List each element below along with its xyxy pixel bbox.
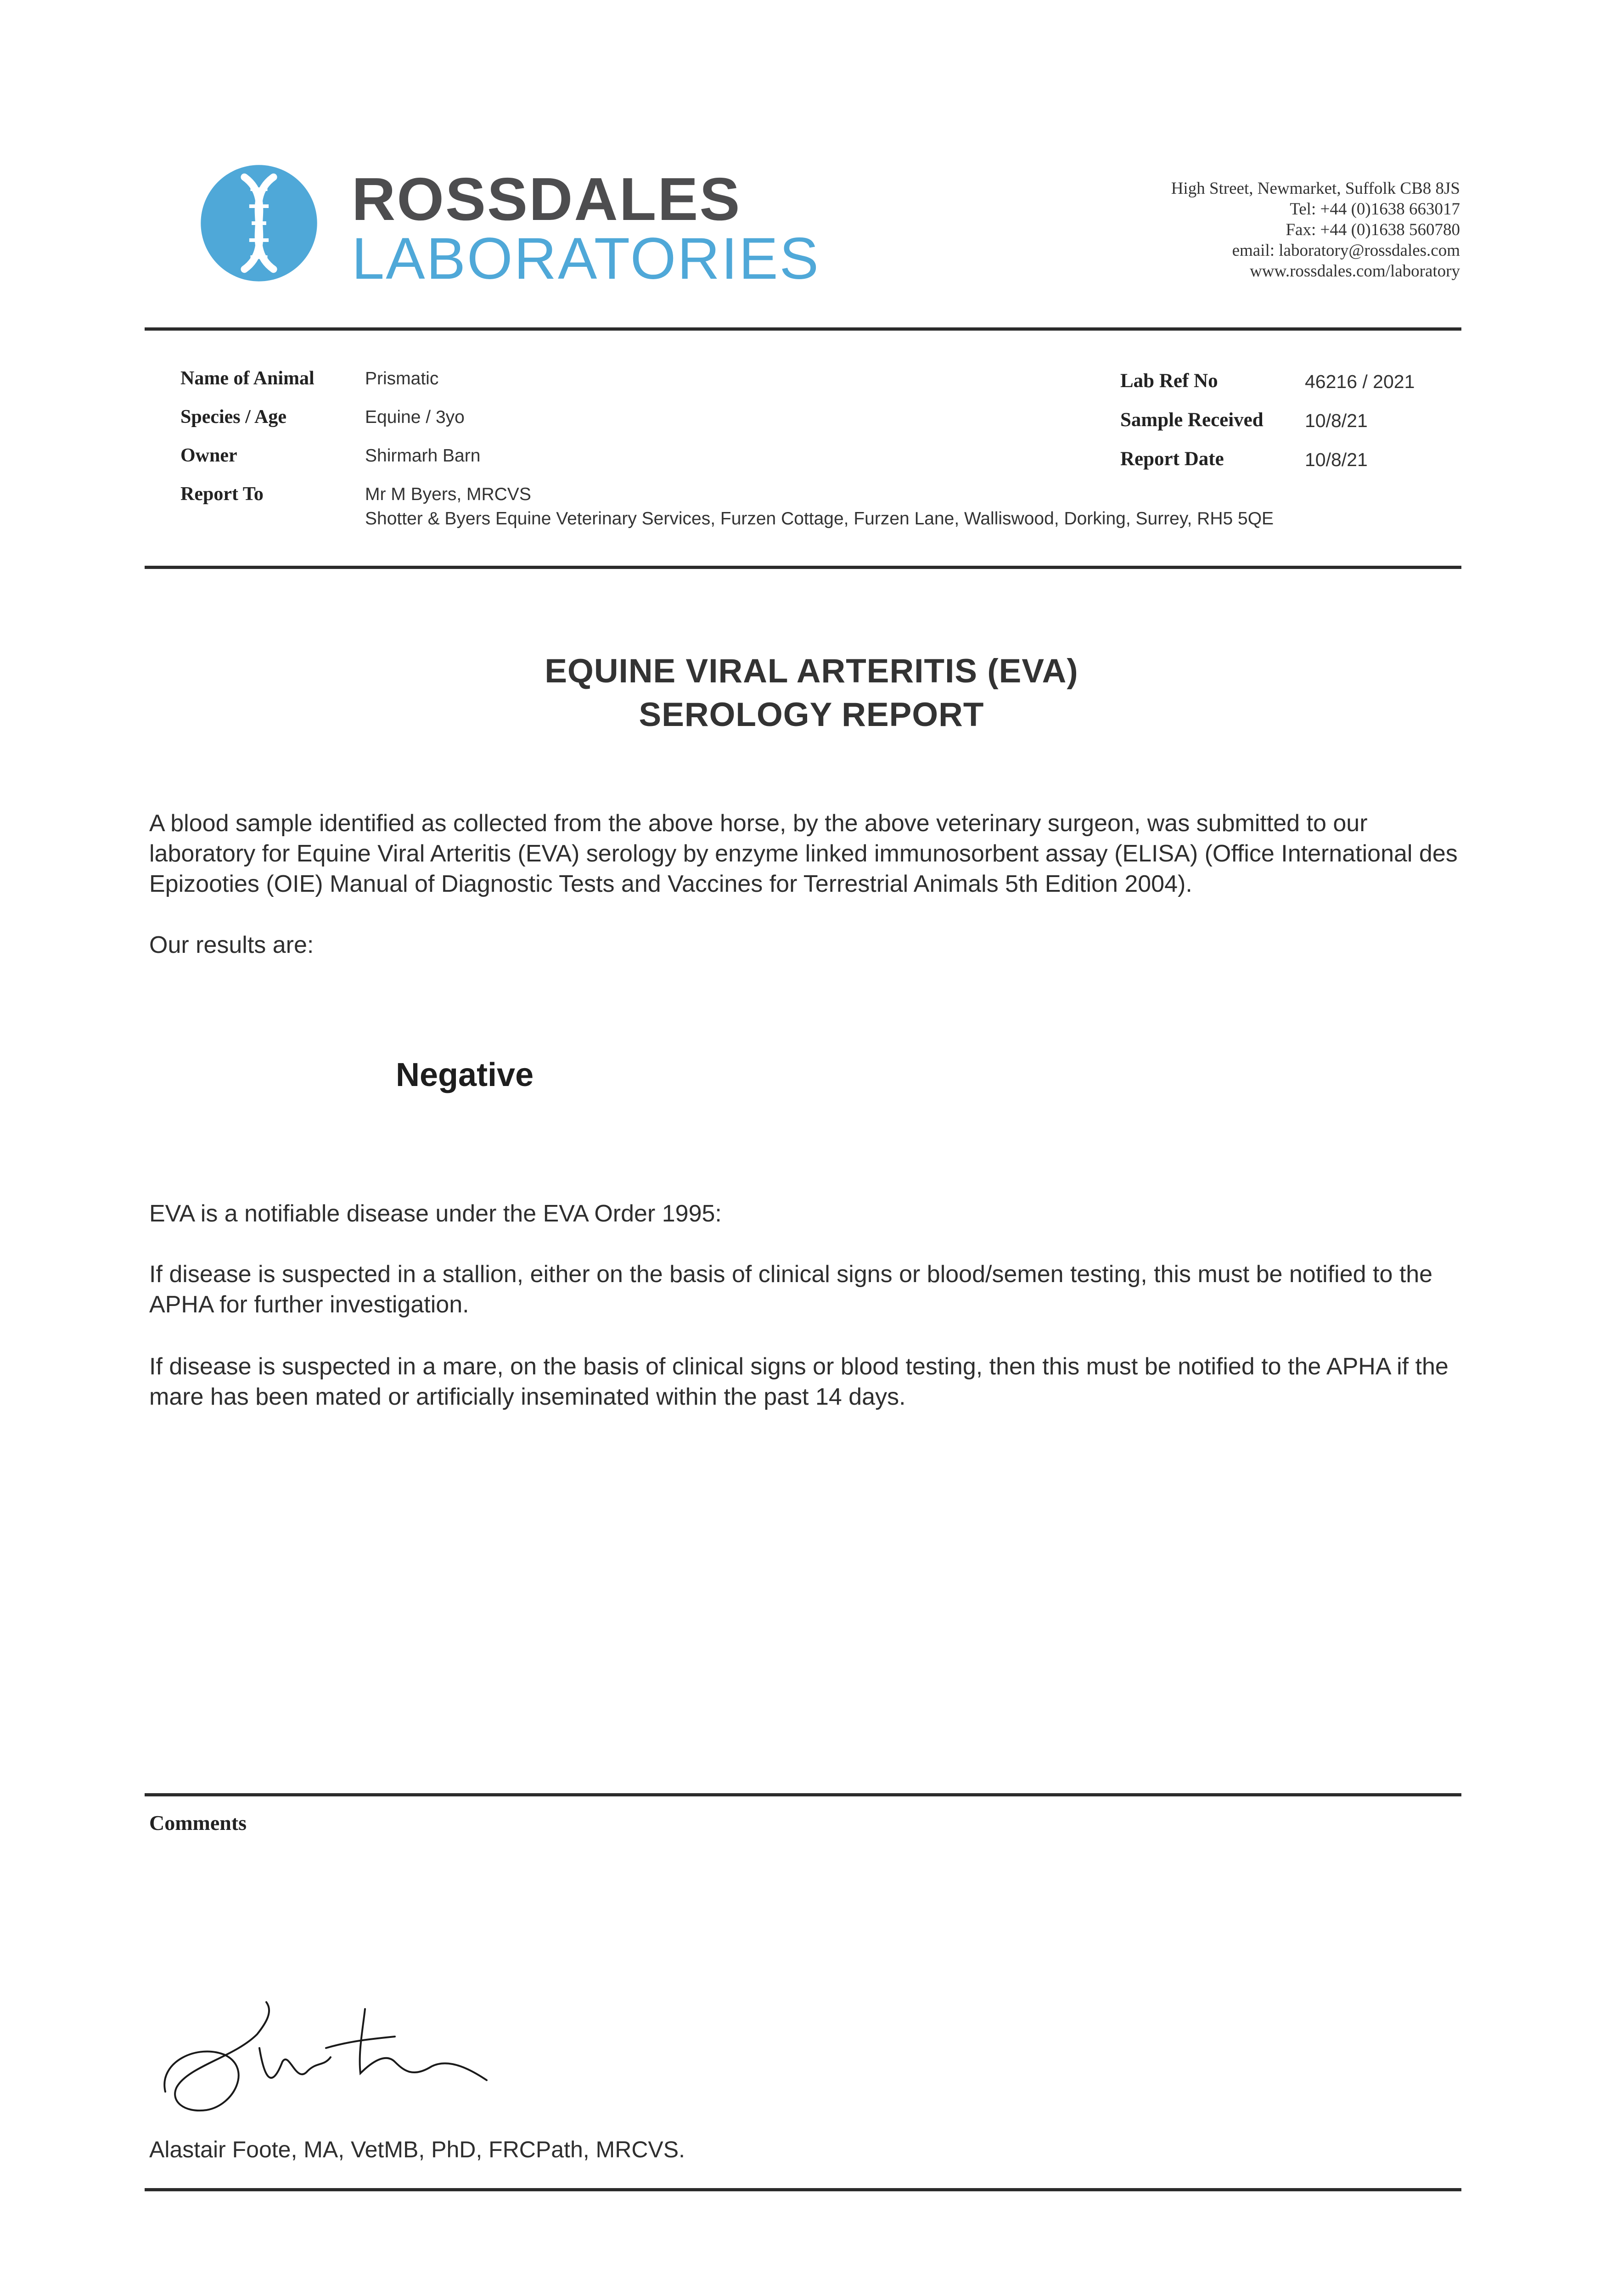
report-title: EQUINE VIRAL ARTERITIS (EVA) (545, 653, 1078, 690)
notifiable-statement: EVA is a notifiable disease under the EVA Order 1995: (149, 1200, 722, 1227)
address-web: www.rossdales.com/laboratory (1250, 262, 1460, 281)
report-to-name: Mr M Byers, MRCVS (365, 484, 531, 504)
divider (145, 566, 1461, 569)
animal-name-value: Prismatic (365, 369, 439, 388)
lab-ref-label: Lab Ref No (1120, 370, 1218, 392)
divider (145, 1793, 1461, 1796)
report-to-label: Report To (180, 484, 264, 505)
signature (156, 1993, 496, 2117)
lab-address (1171, 178, 1460, 281)
address-fax: Fax: +44 (0)1638 560780 (1286, 220, 1460, 239)
lab-ref-value: 46216 / 2021 (1305, 371, 1415, 392)
animal-name-label: Name of Animal (180, 368, 314, 389)
report-date-label: Report Date (1120, 448, 1224, 470)
species-age-value: Equine / 3yo (365, 407, 465, 427)
results-lead: Our results are: (149, 932, 314, 958)
dna-helix-icon (198, 163, 320, 284)
stallion-note: If disease is suspected in a stallion, either on the basis of clinical signs or blood/semen testing, this must be notified to the APHA for further investigation. (149, 1261, 1433, 1318)
address-street: High Street, Newmarket, Suffolk CB8 8JS (1171, 179, 1460, 198)
signatory-name: Alastair Foote, MA, VetMB, PhD, FRCPath, MRCVS. (149, 2137, 685, 2162)
intro-paragraph: A blood sample identified as collected from the above horse, by the above veterinary surgeon, was submitted to our laboratory for Equine Viral Arteritis (EVA) serology by enzyme linked immunosorbent assay (ELISA) (Office International des Epizooties (OIE) Manual of Diagnostic Tests and Vaccines for Terrestrial Animals 5th Edition 2004). (149, 810, 1458, 897)
brand-subname: LABORATORIES (352, 226, 820, 292)
comments-label: Comments (149, 1811, 247, 1835)
report-subtitle: SEROLOGY REPORT (639, 696, 984, 733)
divider (145, 327, 1461, 331)
sample-received-label: Sample Received (1120, 409, 1264, 431)
species-age-label: Species / Age (180, 406, 286, 428)
address-email: email: laboratory@rossdales.com (1232, 241, 1460, 260)
owner-label: Owner (180, 445, 237, 466)
mare-note: If disease is suspected in a mare, on the basis of clinical signs or blood testing, then this must be notified to the APHA if the mare has been mated or artificially inseminated within the past 14 days. (149, 1353, 1449, 1410)
result-value: Negative (396, 1057, 534, 1093)
report-to-address: Shotter & Byers Equine Veterinary Services, Furzen Cottage, Furzen Lane, Walliswood, Dorking, Surrey, RH5 5QE (365, 509, 1274, 529)
report-date-value: 10/8/21 (1305, 449, 1368, 470)
brand-name: ROSSDALES (352, 165, 741, 233)
sample-received-value: 10/8/21 (1305, 410, 1368, 431)
address-tel: Tel: +44 (0)1638 663017 (1290, 200, 1460, 219)
owner-value: Shirmarh Barn (365, 446, 481, 466)
divider (145, 2188, 1461, 2191)
